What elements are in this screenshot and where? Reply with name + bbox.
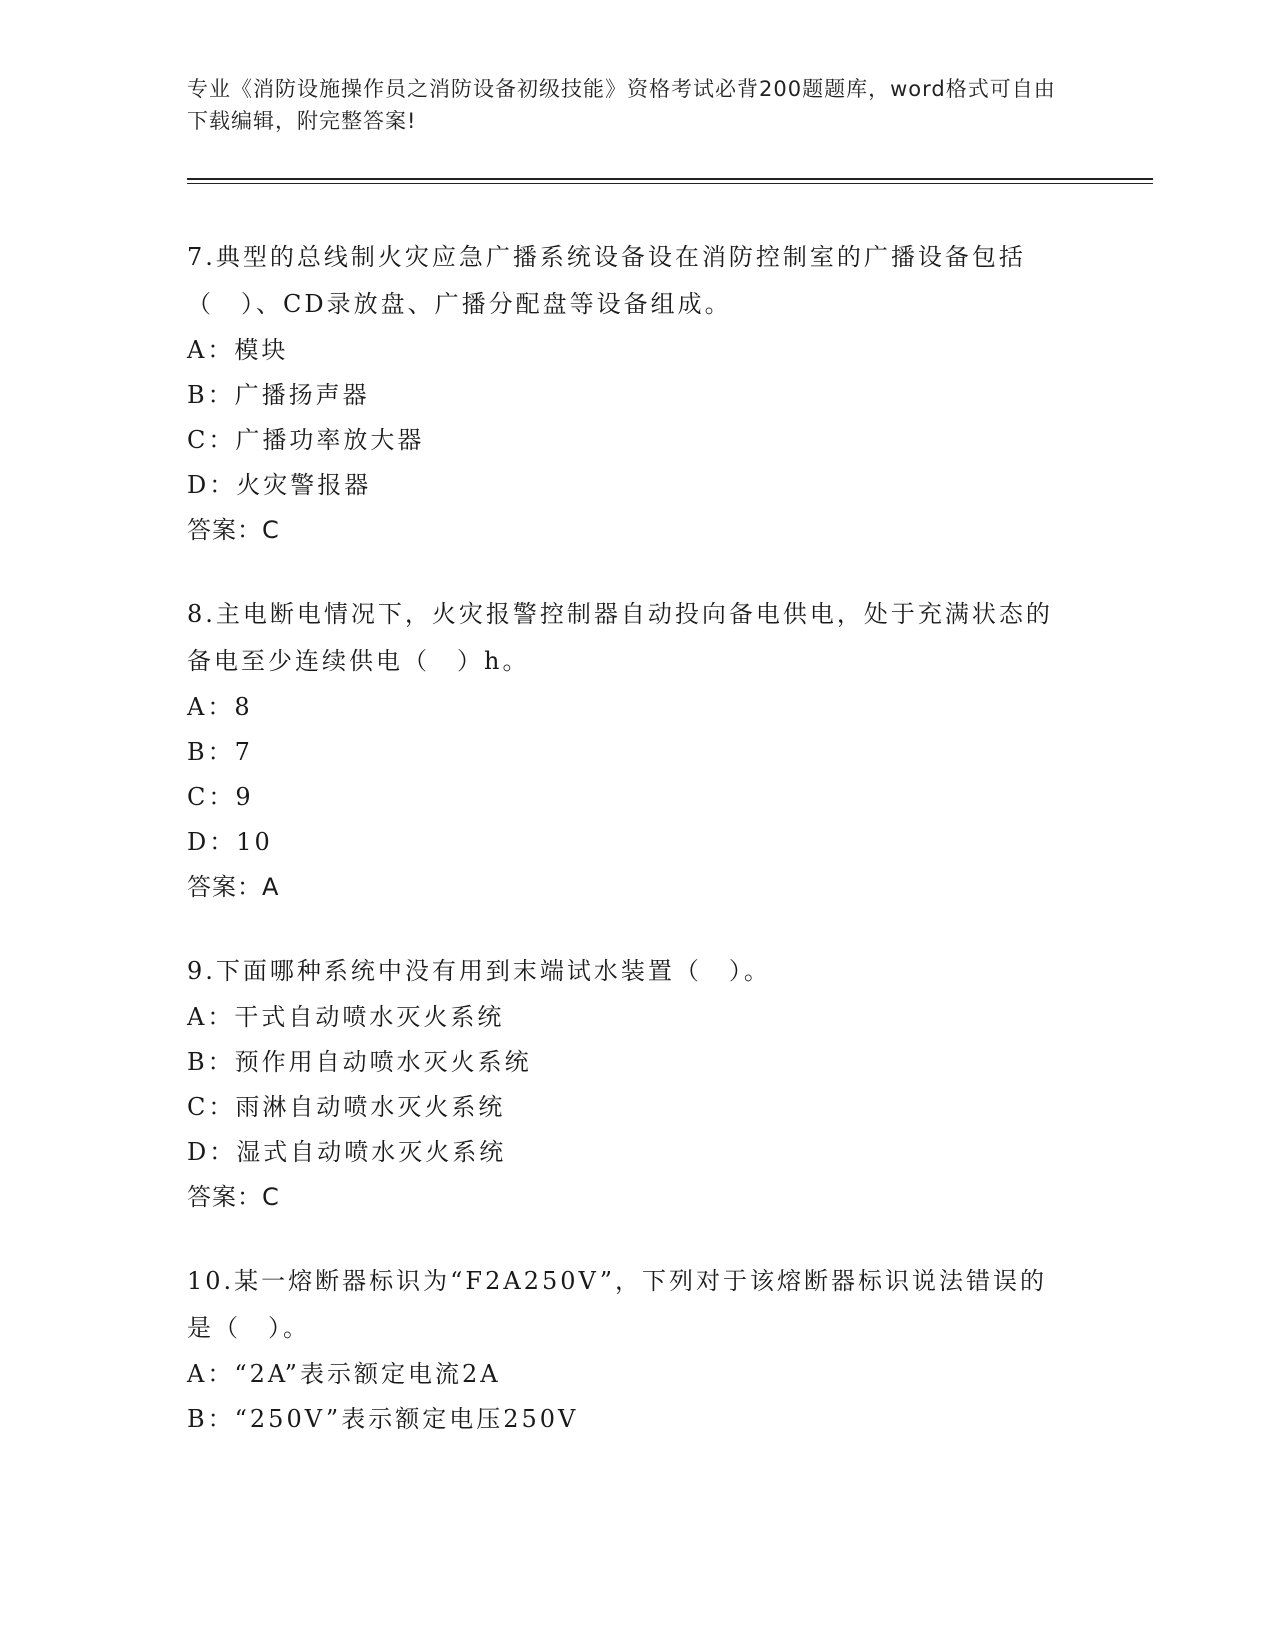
option-d: D：10 <box>187 828 273 856</box>
answer-label: 答案：C <box>187 1183 280 1211</box>
question-stem: 8.主电断电情况下，火灾报警控制器自动投向备电供电，处于充满状态的备电至少连续供电（ ）h。 <box>187 600 1053 675</box>
option-c: C：广播功率放大器 <box>187 426 425 454</box>
question-7 <box>187 234 1067 553</box>
option-b: B：7 <box>187 738 253 766</box>
option-a: A：模块 <box>187 336 289 364</box>
option-c: C：9 <box>187 783 254 811</box>
option-b: B：“250V”表示额定电压250V <box>187 1405 579 1433</box>
document-header: 专业《消防设施操作员之消防设备初级技能》资格考试必背200题题库，word格式可自由下载编辑，附完整答案! <box>187 77 1056 133</box>
answer-label: 答案：C <box>187 516 280 544</box>
question-stem: 9.下面哪种系统中没有用到末端试水装置（ ）。 <box>187 957 771 985</box>
option-d: D：火灾警报器 <box>187 471 372 499</box>
header-divider-thick <box>187 178 1153 180</box>
question-list <box>187 234 1067 1480</box>
question-8 <box>187 591 1067 910</box>
option-b: B：广播扬声器 <box>187 381 370 409</box>
question-stem: 7.典型的总线制火灾应急广播系统设备设在消防控制室的广播设备包括（ ）、CD录放盘、广播分配盘等设备组成。 <box>187 243 1026 318</box>
option-a: A：“2A”表示额定电流2A <box>187 1360 501 1388</box>
question-9 <box>187 948 1067 1220</box>
question-10 <box>187 1258 1067 1442</box>
option-b: B：预作用自动喷水灭火系统 <box>187 1048 532 1076</box>
option-a: A：8 <box>187 693 253 721</box>
option-d: D：湿式自动喷水灭火系统 <box>187 1138 507 1166</box>
option-a: A：干式自动喷水灭火系统 <box>187 1003 505 1031</box>
answer-label: 答案：A <box>187 873 280 901</box>
option-c: C：雨淋自动喷水灭火系统 <box>187 1093 506 1121</box>
header-divider-thin <box>187 183 1153 184</box>
question-stem: 10.某一熔断器标识为“F2A250V”，下列对于该熔断器标识说法错误的是（ ）。 <box>187 1267 1047 1342</box>
